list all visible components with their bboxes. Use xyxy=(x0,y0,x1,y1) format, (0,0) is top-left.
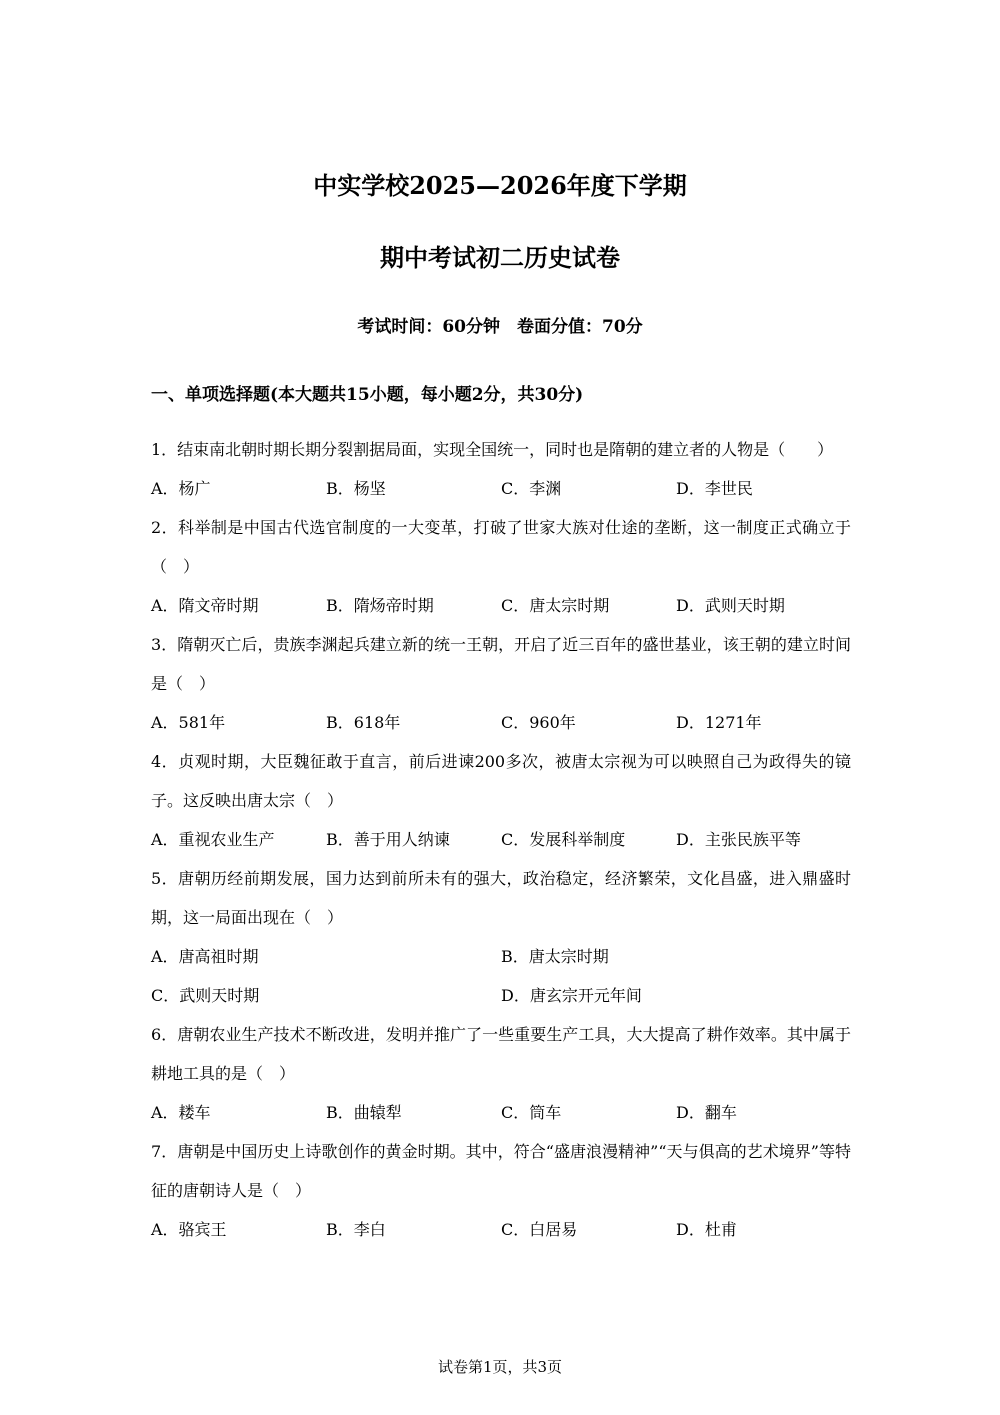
question-list xyxy=(151,430,851,1249)
question-4 xyxy=(151,742,851,859)
option-c: C．唐太宗时期 xyxy=(501,596,610,615)
option-b: B．隋炀帝时期 xyxy=(326,596,434,615)
question-5 xyxy=(151,859,851,1015)
option-a: A．杨广 xyxy=(151,479,211,498)
option-row xyxy=(151,586,851,625)
option-a: A．581年 xyxy=(151,713,226,732)
option-a: A．隋文帝时期 xyxy=(151,596,259,615)
option-d: D．杜甫 xyxy=(676,1220,737,1239)
option-c: C．李渊 xyxy=(501,479,562,498)
option-b: B．唐太宗时期 xyxy=(501,947,609,966)
option-c: C．发展科举制度 xyxy=(501,830,626,849)
option-a: A．骆宾王 xyxy=(151,1220,227,1239)
exam-title-line2: 期中考试初二历史试卷 xyxy=(380,243,620,272)
option-b: B．杨坚 xyxy=(326,479,386,498)
option-b: B．曲辕犁 xyxy=(326,1103,402,1122)
option-b: B．618年 xyxy=(326,713,401,732)
question-stem: 3．隋朝灭亡后，贵族李渊起兵建立新的统一王朝，开启了近三百年的盛世基业，该王朝的建立时间是（ ） xyxy=(151,635,851,693)
question-stem: 1．结束南北朝时期长期分裂割据局面，实现全国统一，同时也是隋朝的建立者的人物是（ ） xyxy=(151,440,834,459)
option-grid xyxy=(151,937,851,1015)
option-row xyxy=(151,703,851,742)
option-a: A．重视农业生产 xyxy=(151,830,275,849)
option-d: D．唐玄宗开元年间 xyxy=(501,986,642,1005)
option-c: C．筒车 xyxy=(501,1103,562,1122)
option-d: D．翻车 xyxy=(676,1103,737,1122)
option-a: A．耧车 xyxy=(151,1103,211,1122)
option-row xyxy=(151,820,851,859)
option-c: C．白居易 xyxy=(501,1220,578,1239)
option-row xyxy=(151,469,851,508)
question-stem: 6．唐朝农业生产技术不断改进，发明并推广了一些重要生产工具，大大提高了耕作效率。其中属于耕地工具的是（ ） xyxy=(151,1025,851,1083)
question-1 xyxy=(151,430,851,508)
page-footer: 试卷第1页，共3页 xyxy=(437,1358,563,1376)
option-d: D．1271年 xyxy=(676,713,762,732)
exam-info: 考试时间：60分钟 卷面分值：70分 xyxy=(357,317,643,337)
option-row xyxy=(151,1093,851,1132)
exam-title-line1: 中实学校2025—2026年度下学期 xyxy=(313,171,687,200)
question-stem: 2．科举制是中国古代选官制度的一大变革，打破了世家大族对仕途的垄断，这一制度正式确立于（ ） xyxy=(151,518,851,576)
question-3 xyxy=(151,625,851,742)
question-7 xyxy=(151,1132,851,1249)
option-d: D．主张民族平等 xyxy=(676,830,801,849)
option-b: B．李白 xyxy=(326,1220,386,1239)
section-heading: 一、单项选择题(本大题共15小题，每小题2分，共30分) xyxy=(151,385,584,405)
option-a: A．唐高祖时期 xyxy=(151,947,259,966)
option-d: D．武则天时期 xyxy=(676,596,785,615)
question-6 xyxy=(151,1015,851,1132)
option-c: C．960年 xyxy=(501,713,576,732)
question-stem: 5．唐朝历经前期发展，国力达到前所未有的强大，政治稳定，经济繁荣，文化昌盛，进入鼎盛时期，这一局面出现在（ ） xyxy=(151,869,851,927)
option-row xyxy=(151,1210,851,1249)
question-2 xyxy=(151,508,851,625)
question-stem: 4．贞观时期，大臣魏征敢于直言，前后进谏200多次，被唐太宗视为可以映照自己为政得失的镜子。这反映出唐太宗（ ） xyxy=(151,752,851,810)
option-c: C．武则天时期 xyxy=(151,986,260,1005)
option-b: B．善于用人纳谏 xyxy=(326,830,450,849)
question-stem: 7．唐朝是中国历史上诗歌创作的黄金时期。其中，符合“盛唐浪漫精神”“天与俱高的艺术境界”等特征的唐朝诗人是（ ） xyxy=(151,1142,851,1200)
option-d: D．李世民 xyxy=(676,479,753,498)
